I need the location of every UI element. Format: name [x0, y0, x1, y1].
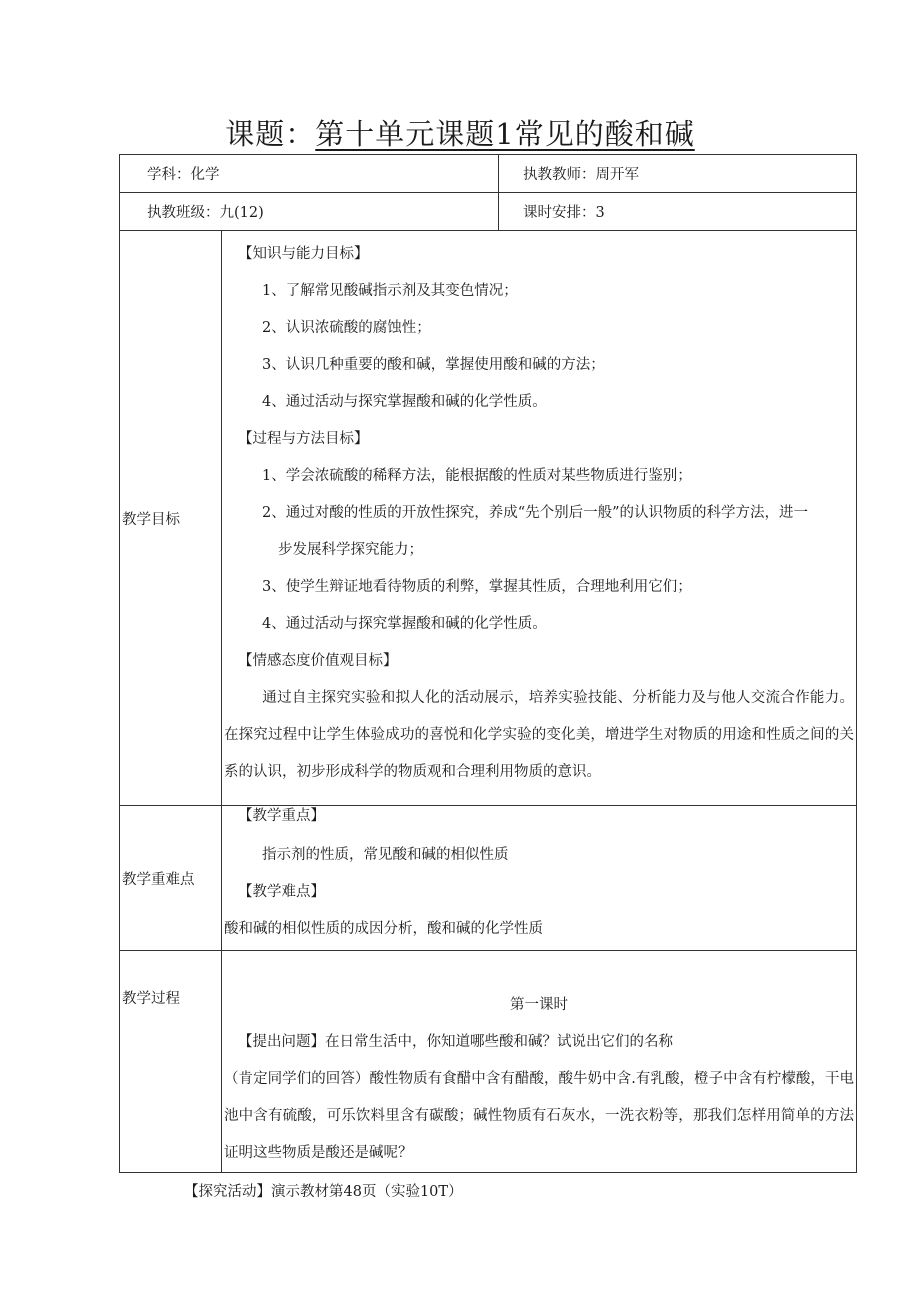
knowledge-item: 3、认识几种重要的酸和碱，掌握使用酸和碱的方法； — [262, 357, 605, 373]
schedule-cell: 课时安排：3 — [499, 193, 857, 231]
process-item: 步发展科学探究能力； — [278, 542, 423, 558]
process-item: 3、使学生辩证地看待物质的利弊，掌握其性质，合理地利用它们； — [262, 579, 692, 595]
goals-label: 教学目标 — [120, 231, 222, 806]
header-row-1 — [120, 155, 857, 193]
focus-content — [222, 806, 857, 951]
title-main: 第十单元课题1常见的酸和碱 — [315, 117, 695, 151]
process-heading: 【过程与方法目标】 — [238, 431, 369, 447]
emotion-heading: 【情感态度价值观目标】 — [238, 653, 398, 669]
subject-cell: 学科：化学 — [120, 155, 499, 193]
process-label: 教学过程 — [120, 951, 222, 1173]
process-row — [120, 951, 857, 1173]
title-prefix: 课题： — [225, 117, 316, 151]
emotion-paragraph: 通过自主探究实验和拟人化的活动展示，培养实验技能、分析能力及与他人交流合作能力。在探究过程中让学生体验成功的喜悦和化学实验的变化美，增进学生对物质的用途和性质之间的关系的认识，初步形成科学的物质观和合理利用物质的意识。 — [224, 690, 854, 780]
knowledge-item: 1、了解常见酸碱指示剂及其变色情况； — [262, 283, 518, 299]
lesson-plan-table — [119, 154, 857, 1173]
difficult-heading: 【教学难点】 — [238, 884, 325, 900]
process-item: 4、通过活动与探究掌握酸和碱的化学性质。 — [262, 616, 547, 632]
focus-label: 教学重难点 — [120, 806, 222, 951]
class-cell: 执教班级：九(12) — [120, 193, 499, 231]
difficult-text: 酸和碱的相似性质的成因分析，酸和碱的化学性质 — [224, 921, 543, 937]
focus-row — [120, 806, 857, 951]
footer-note: 【探究活动】演示教材第48页（实验10T） — [184, 1184, 463, 1200]
knowledge-item: 4、通过活动与探究掌握酸和碱的化学性质。 — [262, 394, 547, 410]
key-text: 指示剂的性质，常见酸和碱的相似性质 — [262, 847, 509, 863]
knowledge-heading: 【知识与能力目标】 — [238, 246, 369, 262]
knowledge-item: 2、认识浓硫酸的腐蚀性； — [262, 320, 431, 336]
lesson-title: 第一课时 — [510, 997, 568, 1013]
goals-row — [120, 231, 857, 806]
page-title — [0, 112, 920, 153]
process-content — [222, 951, 857, 1173]
header-row-2 — [120, 193, 857, 231]
process-item: 1、学会浓硫酸的稀释方法，能根据酸的性质对某些物质进行鉴别； — [262, 468, 692, 484]
question-text: 【提出问题】在日常生活中，你知道哪些酸和碱？试说出它们的名称 — [238, 1034, 673, 1050]
key-heading: 【教学重点】 — [238, 808, 325, 824]
teacher-cell: 执教教师：周开军 — [499, 155, 857, 193]
process-item: 2、通过对酸的性质的开放性探究，养成“先个别后一般”的认识物质的科学方法，进一 — [262, 505, 809, 521]
goals-content — [222, 231, 857, 806]
answer-paragraph: （肯定同学们的回答）酸性物质有食醋中含有醋酸，酸牛奶中含.有乳酸，橙子中含有柠檬酸，干电池中含有硫酸，可乐饮料里含有碳酸；碱性物质有石灰水，一洗衣粉等，那我们怎样用简单的方法证明这些物质是酸还是碱呢？ — [224, 1071, 854, 1161]
